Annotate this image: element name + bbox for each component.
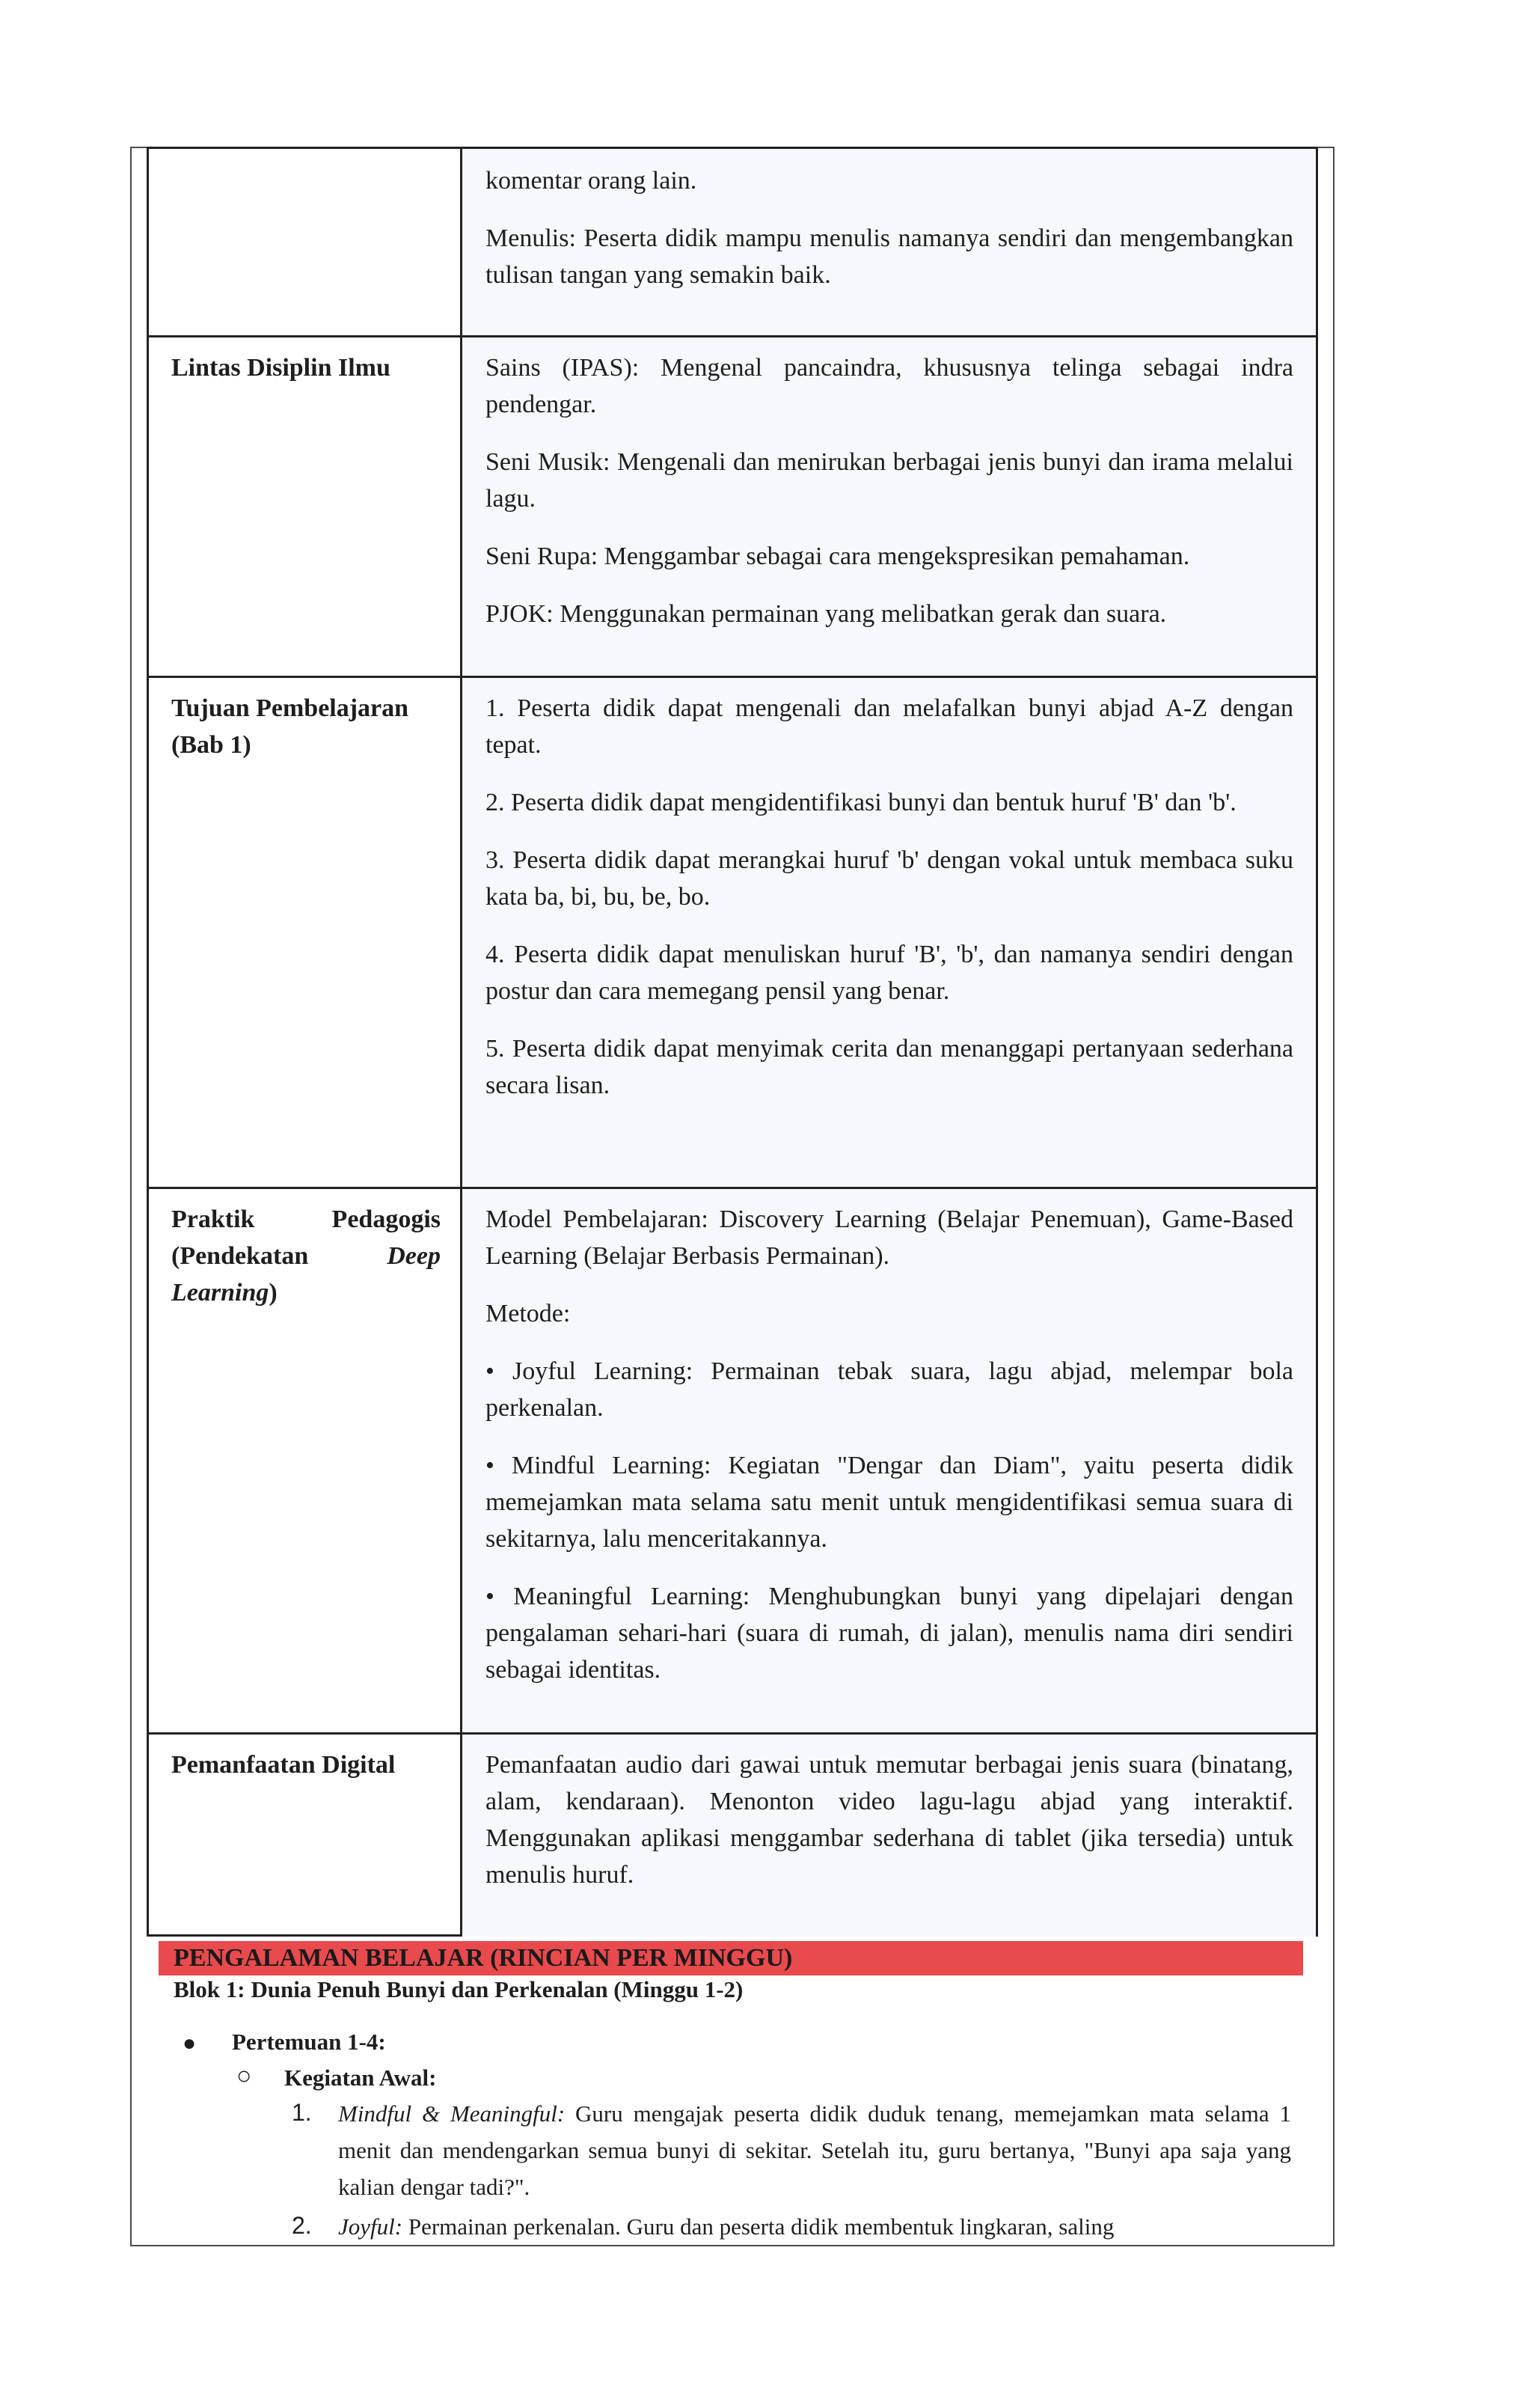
list-number: 1. [292,2099,312,2126]
content-line: Seni Musik: Mengenali dan menirukan berbagai jenis bunyi dan irama melalui lagu. [485,448,1293,513]
hollow-bullet-icon: ○ [236,2062,252,2090]
row-label-line: (Bab 1) [171,731,251,759]
list-item-lead: Mindful & Meaningful: [338,2100,566,2127]
content-line: 5. Peserta didik dapat menyimak cerita dan menanggapi pertanyaan sederhana secara lisan. [485,1035,1293,1099]
list-item-text: Permainan perkenalan. Guru dan peserta didik membentuk lingkaran, saling [402,2213,1115,2240]
learning-plan-table [147,147,1318,1937]
row-content [485,162,1293,293]
content-line: Model Pembelajaran: Discovery Learning (Belajar Penemuan), Game-Based Learning (Belajar Berbasis Permainan). [485,1205,1293,1270]
content-line: Sains (IPAS): Mengenal pancaindra, khususnya telinga sebagai indra pendengar. [485,354,1293,418]
table-row-tujuan [149,678,1316,1189]
row-label-line: Tujuan Pembelajaran [171,694,409,722]
list-number: 2. [292,2212,312,2239]
label-word: (Pendekatan [171,1242,309,1270]
label-word: Praktik [171,1205,255,1233]
content-line: Metode: [485,1300,571,1327]
row-label: Pemanfaatan Digital [171,1751,396,1779]
content-line: Pemanfaatan audio dari gawai untuk memutar berbagai jenis suara (binatang, alam, kendaraan). Menonton video lagu-lagu abjad yang interaktif. Menggunakan aplikasi menggambar sederhana di tablet (jika tersedia) untuk menulis huruf. [485,1751,1293,1889]
row-label-line [171,1274,441,1311]
kegiatan-heading: Kegiatan Awal: [284,2065,437,2091]
row-label [171,1201,441,1311]
row-content [485,1201,1293,1688]
table-row-lintas-disiplin [149,337,1316,678]
label-word: Learning [171,1279,269,1307]
content-line: 2. Peserta didik dapat mengidentifikasi bunyi dan bentuk huruf 'B' dan 'b'. [485,789,1237,816]
pertemuan-heading: Pertemuan 1-4: [232,2029,386,2055]
row-label-line [171,1201,441,1238]
list-item [338,2095,1291,2205]
row-label [171,690,441,763]
filled-bullet-icon: ● [183,2031,197,2056]
content-line: PJOK: Menggunakan permainan yang melibatkan gerak dan suara. [485,600,1167,628]
row-content [485,690,1293,1104]
table-row-praktik-pedagogis [149,1189,1316,1735]
content-line: 1. Peserta didik dapat mengenali dan melafalkan bunyi abjad A-Z dengan tepat. [485,694,1293,759]
table-row-pemanfaatan-digital [149,1735,1316,1937]
list-item-lead: Joyful: [338,2213,403,2240]
content-line: • Meaningful Learning: Menghubungkan bunyi yang dipelajari dengan pengalaman sehari-hari (suara di rumah, di jalan), menulis nama diri sendiri sebagai identitas. [485,1583,1293,1684]
row-content [485,1747,1293,1893]
block-title: Blok 1: Dunia Penuh Bunyi dan Perkenalan (Minggu 1-2) [174,1976,744,2002]
content-line: komentar orang lain. [485,167,697,195]
label-word: Deep [387,1242,441,1270]
content-line: Seni Rupa: Menggambar sebagai cara mengekspresikan pemahaman. [485,543,1190,570]
row-content [485,349,1293,632]
content-line: • Joyful Learning: Permainan tebak suara, lagu abjad, melempar bola perkenalan. [485,1357,1293,1422]
content-line: 3. Peserta didik dapat merangkai huruf 'b' dengan vokal untuk membaca suku kata ba, bi, bu, be, bo. [485,846,1293,911]
list-item-text: Guru mengajak peserta didik duduk tenang, memejamkan mata selama 1 menit dan mendengarkan semua bunyi di sekitar. Setelah itu, guru bertanya, "Bunyi apa saja yang kalian dengar tadi?". [338,2100,1291,2200]
section-heading-bar: PENGALAMAN BELAJAR (RINCIAN PER MINGGU) [159,1941,1303,1975]
table-row-continuation [149,149,1316,337]
content-line: Menulis: Peserta didik mampu menulis namanya sendiri dan mengembangkan tulisan tangan yang semakin baik. [485,224,1293,289]
content-line: • Mindful Learning: Kegiatan "Dengar dan Diam", yaitu peserta didik memejamkan mata selama satu menit untuk mengidentifikasi semua suara di sekitarnya, lalu menceritakannya. [485,1452,1293,1553]
list-item [338,2208,1291,2245]
label-word: Pedagogis [331,1205,441,1233]
content-line: 4. Peserta didik dapat menuliskan huruf 'B', 'b', dan namanya sendiri dengan postur dan cara memegang pensil yang benar. [485,941,1293,1005]
row-label: Lintas Disiplin Ilmu [171,354,390,382]
label-word: ) [269,1279,278,1307]
row-label-line [171,1238,441,1274]
